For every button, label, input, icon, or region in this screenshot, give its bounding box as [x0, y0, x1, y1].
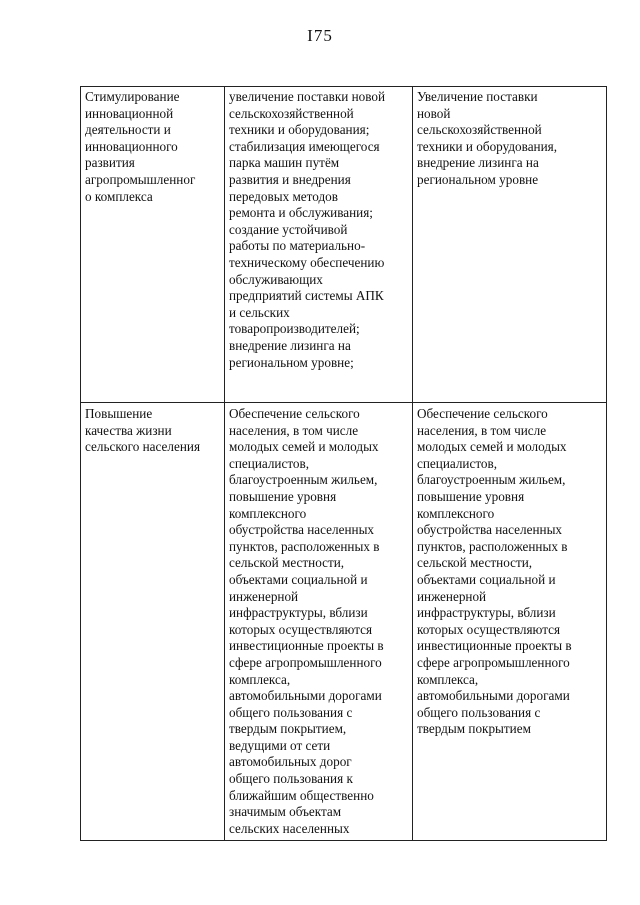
- tasks-text: Обеспечение сельского населения, в том числе молодых семей и молодых специалистов, благоустроенным жильем, повышение уровня комплексного обустройства населенных пунктов, расположенных в сельской местности, объектами социальной и инженерной инфраструктуры, вблизи которых осуществляются инвестиционные проекты в сфере агропромышленного комплекса, автомобильными дорогами общего пользования с твердым покрытием, ведущими от сети автомобильных дорог общего пользования к ближайшим общественно значимым объектам сельских населенных: [229, 406, 384, 836]
- results-text: Увеличение поставки новой сельскохозяйственной техники и оборудования, внедрение лизинга на региональном уровне: [417, 89, 558, 187]
- tasks-text: увеличение поставки новой сельскохозяйственной техники и оборудования; стабилизация имеющегося парка машин путём развития и внедрения передовых методов ремонта и обслуживания; создание устойчивой работы по материально- техническому обеспечению обслуживающих предприятий системы АПК и сельских товаропроизводителей; внедрение лизинга на региональном уровне;: [229, 89, 386, 370]
- page-number: I75: [307, 26, 333, 45]
- goal-text: Стимулирование инновационной деятельности и инновационного развития агропромышленног о комплекса: [85, 89, 196, 204]
- goal-text: Повышение качества жизни сельского населения: [85, 406, 201, 455]
- tasks-cell: [225, 87, 413, 403]
- results-cell: [413, 87, 607, 403]
- goal-cell: [81, 403, 225, 841]
- tasks-cell: [225, 403, 413, 841]
- table-row: [81, 87, 607, 403]
- program-table: [80, 86, 607, 841]
- table-row: [81, 403, 607, 841]
- goal-cell: [81, 87, 225, 403]
- results-cell: [413, 403, 607, 841]
- results-text: Обеспечение сельского населения, в том числе молодых семей и молодых специалистов, благоустроенным жильем, повышение уровня комплексного обустройства населенных пунктов, расположенных в сельской местности, объектами социальной и инженерной инфраструктуры, вблизи которых осуществляются инвестиционные проекты в сфере агропромышленного комплекса, автомобильными дорогами общего пользования с твердым покрытием: [417, 406, 572, 737]
